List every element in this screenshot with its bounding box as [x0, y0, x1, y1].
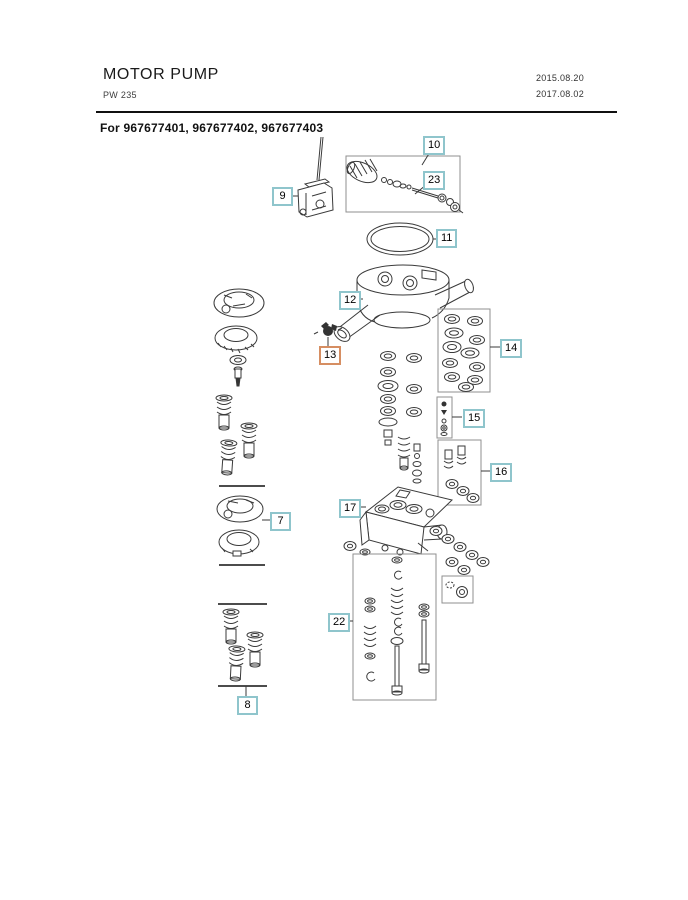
part-8-group-drawing — [218, 604, 267, 696]
callout-22: 22 — [328, 613, 350, 632]
part-11-oring-drawing — [367, 223, 436, 255]
cam-bearing-stack-drawing — [214, 289, 264, 386]
small-parts-box — [442, 576, 473, 603]
part-17-manifold-drawing — [360, 487, 452, 555]
callout-16: 16 — [490, 463, 512, 482]
part-15-group-box — [437, 397, 462, 438]
callout-14: 14 — [500, 339, 522, 358]
part-9-motor-drawing — [290, 137, 333, 217]
model-number: PW 235 — [103, 90, 137, 100]
part-16-group-box — [438, 440, 490, 505]
applies-to-models: For 967677401, 967677402, 967677403 — [100, 121, 324, 135]
callout-15: 15 — [463, 409, 485, 428]
part-7-group-drawing — [217, 486, 270, 565]
revision-date-top: 2015.08.20 — [535, 73, 584, 83]
part-22-group-box — [344, 554, 436, 700]
callout-17: 17 — [339, 499, 361, 518]
page-title: MOTOR PUMP — [103, 66, 219, 83]
callout-10: 10 — [423, 136, 445, 155]
revision-date-bottom: 2017.08.02 — [535, 89, 584, 99]
callout-11: 11 — [436, 229, 457, 248]
callout-12: 12 — [339, 291, 361, 310]
seal-stack-drawing — [378, 352, 422, 484]
piston-set-upper-drawing — [216, 395, 257, 475]
callout-9: 9 — [272, 187, 293, 206]
callout-13: 13 — [319, 346, 341, 365]
callout-7: 7 — [270, 512, 291, 531]
callout-23: 23 — [423, 171, 445, 190]
callout-8: 8 — [237, 696, 258, 715]
part-14-group-box — [438, 309, 500, 392]
